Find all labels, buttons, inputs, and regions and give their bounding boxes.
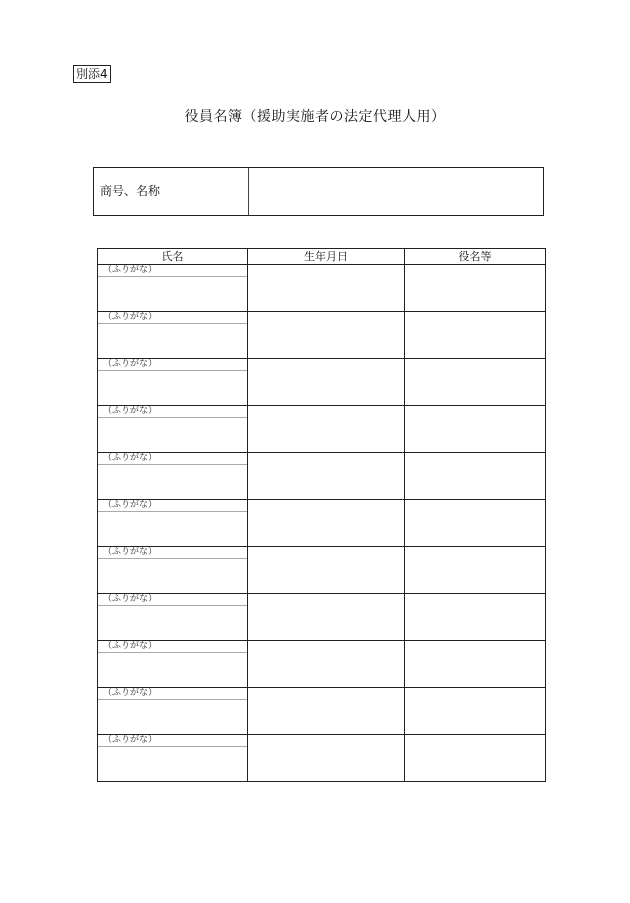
table-row	[98, 359, 546, 406]
furigana-label: （ふりがな）	[98, 735, 247, 747]
table-row	[98, 547, 546, 594]
furigana-label: （ふりがな）	[98, 641, 247, 653]
furigana-label: （ふりがな）	[98, 453, 247, 465]
furigana-label: （ふりがな）	[98, 688, 247, 700]
officer-birthdate-cell[interactable]	[248, 312, 405, 359]
officer-name-field[interactable]	[98, 465, 247, 499]
header-birthdate: 生年月日	[248, 249, 405, 265]
officer-name-cell[interactable]	[98, 688, 248, 735]
table-row	[98, 641, 546, 688]
officer-birthdate-cell[interactable]	[248, 688, 405, 735]
officer-name-cell[interactable]	[98, 312, 248, 359]
officer-name-cell[interactable]	[98, 359, 248, 406]
officer-name-cell[interactable]	[98, 641, 248, 688]
officer-birthdate-cell[interactable]	[248, 641, 405, 688]
officer-name-field[interactable]	[98, 747, 247, 781]
officer-role-cell[interactable]	[405, 406, 546, 453]
header-role: 役名等	[405, 249, 546, 265]
officer-role-cell[interactable]	[405, 547, 546, 594]
table-row	[98, 453, 546, 500]
officer-name-cell[interactable]	[98, 453, 248, 500]
officer-birthdate-cell[interactable]	[248, 265, 405, 312]
officer-birthdate-cell[interactable]	[248, 735, 405, 782]
officer-name-field[interactable]	[98, 277, 247, 311]
company-name-box	[93, 167, 544, 216]
table-header-row	[98, 249, 546, 265]
company-name-field[interactable]	[249, 168, 543, 215]
furigana-label: （ふりがな）	[98, 312, 247, 324]
officer-name-field[interactable]	[98, 559, 247, 593]
officer-role-cell[interactable]	[405, 359, 546, 406]
table-row	[98, 594, 546, 641]
header-name: 氏名	[98, 249, 248, 265]
officer-birthdate-cell[interactable]	[248, 359, 405, 406]
table-row	[98, 500, 546, 547]
officer-name-field[interactable]	[98, 512, 247, 546]
officer-name-cell[interactable]	[98, 594, 248, 641]
furigana-label: （ふりがな）	[98, 547, 247, 559]
officer-role-cell[interactable]	[405, 688, 546, 735]
officer-name-field[interactable]	[98, 653, 247, 687]
table-row	[98, 406, 546, 453]
furigana-label: （ふりがな）	[98, 406, 247, 418]
officer-birthdate-cell[interactable]	[248, 453, 405, 500]
officer-name-field[interactable]	[98, 606, 247, 640]
furigana-label: （ふりがな）	[98, 500, 247, 512]
officer-birthdate-cell[interactable]	[248, 500, 405, 547]
officer-name-field[interactable]	[98, 700, 247, 734]
officer-name-cell[interactable]	[98, 406, 248, 453]
officer-role-cell[interactable]	[405, 735, 546, 782]
officer-role-cell[interactable]	[405, 453, 546, 500]
officer-name-field[interactable]	[98, 324, 247, 358]
officer-role-cell[interactable]	[405, 594, 546, 641]
officer-rows	[98, 265, 546, 782]
officer-role-cell[interactable]	[405, 641, 546, 688]
furigana-label: （ふりがな）	[98, 265, 247, 277]
officer-role-cell[interactable]	[405, 265, 546, 312]
company-name-label: 商号、名称	[94, 168, 249, 215]
officer-birthdate-cell[interactable]	[248, 594, 405, 641]
table-row	[98, 312, 546, 359]
officer-name-cell[interactable]	[98, 735, 248, 782]
officer-name-cell[interactable]	[98, 500, 248, 547]
table-row	[98, 735, 546, 782]
attachment-label: 別添4	[73, 65, 111, 83]
officer-list-table	[97, 248, 546, 782]
officer-name-field[interactable]	[98, 418, 247, 452]
furigana-label: （ふりがな）	[98, 359, 247, 371]
officer-role-cell[interactable]	[405, 312, 546, 359]
table-row	[98, 265, 546, 312]
table-row	[98, 688, 546, 735]
officer-name-cell[interactable]	[98, 547, 248, 594]
furigana-label: （ふりがな）	[98, 594, 247, 606]
officer-role-cell[interactable]	[405, 500, 546, 547]
officer-name-cell[interactable]	[98, 265, 248, 312]
officer-name-field[interactable]	[98, 371, 247, 405]
officer-birthdate-cell[interactable]	[248, 547, 405, 594]
document-title: 役員名簿（援助実施者の法定代理人用）	[184, 109, 446, 125]
officer-birthdate-cell[interactable]	[248, 406, 405, 453]
